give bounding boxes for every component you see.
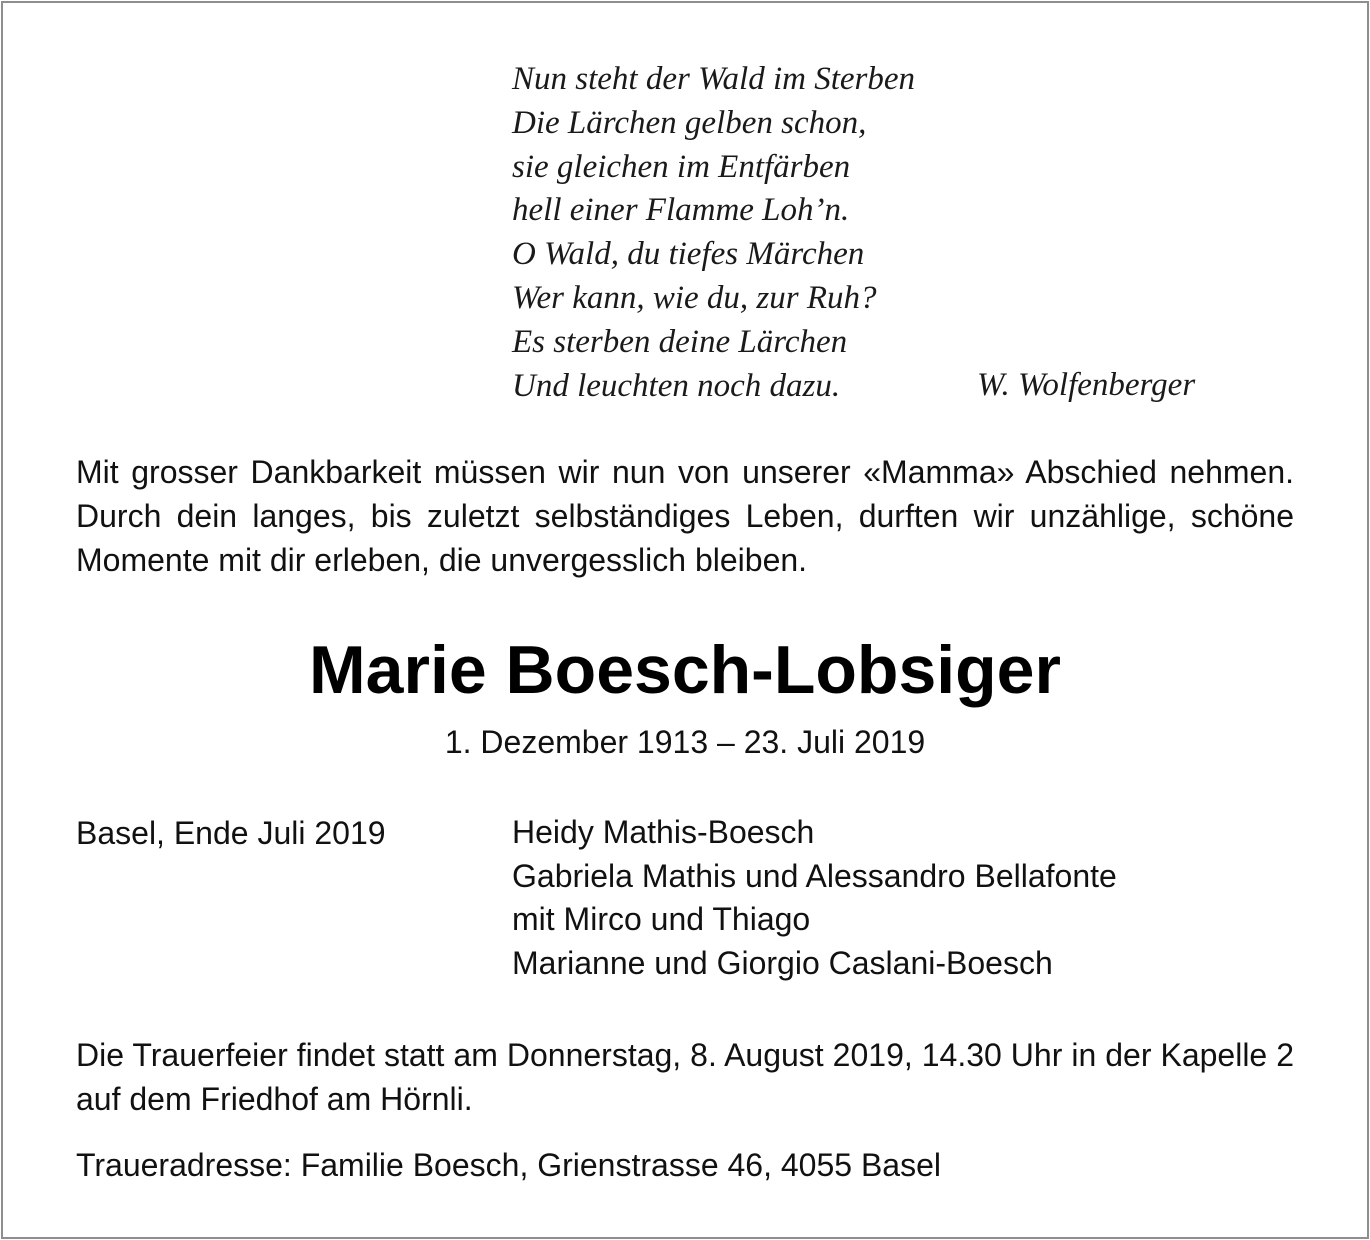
poem-line: Und leuchten noch dazu. (512, 367, 841, 404)
poem-line: hell einer Flamme Loh’n. (512, 192, 850, 229)
poem-line: Wer kann, wie du, zur Ruh? (512, 279, 877, 316)
family-member: Heidy Mathis-Boesch (512, 814, 815, 850)
poem-line: Die Lärchen gelben schon, (512, 104, 867, 141)
service-info: Die Trauerfeier findet statt am Donnerstag, 8. August 2019, 14.30 Uhr in der Kapelle 2 auf dem Friedhof am Hörnli. (76, 1037, 1294, 1117)
poem-line: Es sterben deine Lärchen (512, 323, 848, 360)
intro-paragraph: Mit grosser Dankbarkeit müssen wir nun von unserer «Mamma» Abschied nehmen. Durch dein langes, bis zuletzt selbständiges Leben, durften wir unzählige, schöne Momente mit dir erleben, die unvergesslich bleiben. (76, 454, 1294, 578)
family-member: mit Mirco und Thiago (512, 901, 811, 937)
poem-line: Nun steht der Wald im Sterben (512, 61, 916, 97)
family-member: Marianne und Giorgio Caslani-Boesch (512, 944, 1053, 981)
poem-line: sie gleichen im Entfärben (512, 148, 851, 185)
deceased-name: Marie Boesch-Lobsiger (309, 632, 1061, 708)
poem-author: W. Wolfenberger (977, 367, 1196, 403)
poem-line: O Wald, du tiefes Märchen (512, 236, 865, 273)
life-dates: 1. Dezember 1913 – 23. Juli 2019 (444, 724, 926, 760)
place-date: Basel, Ende Juli 2019 (76, 815, 386, 851)
mourning-address: Traueradresse: Familie Boesch, Grienstrasse 46, 4055 Basel (76, 1147, 941, 1183)
family-member: Gabriela Mathis und Alessandro Bellafonte (512, 857, 1117, 894)
poem (512, 58, 1272, 408)
family-list (512, 811, 1117, 985)
